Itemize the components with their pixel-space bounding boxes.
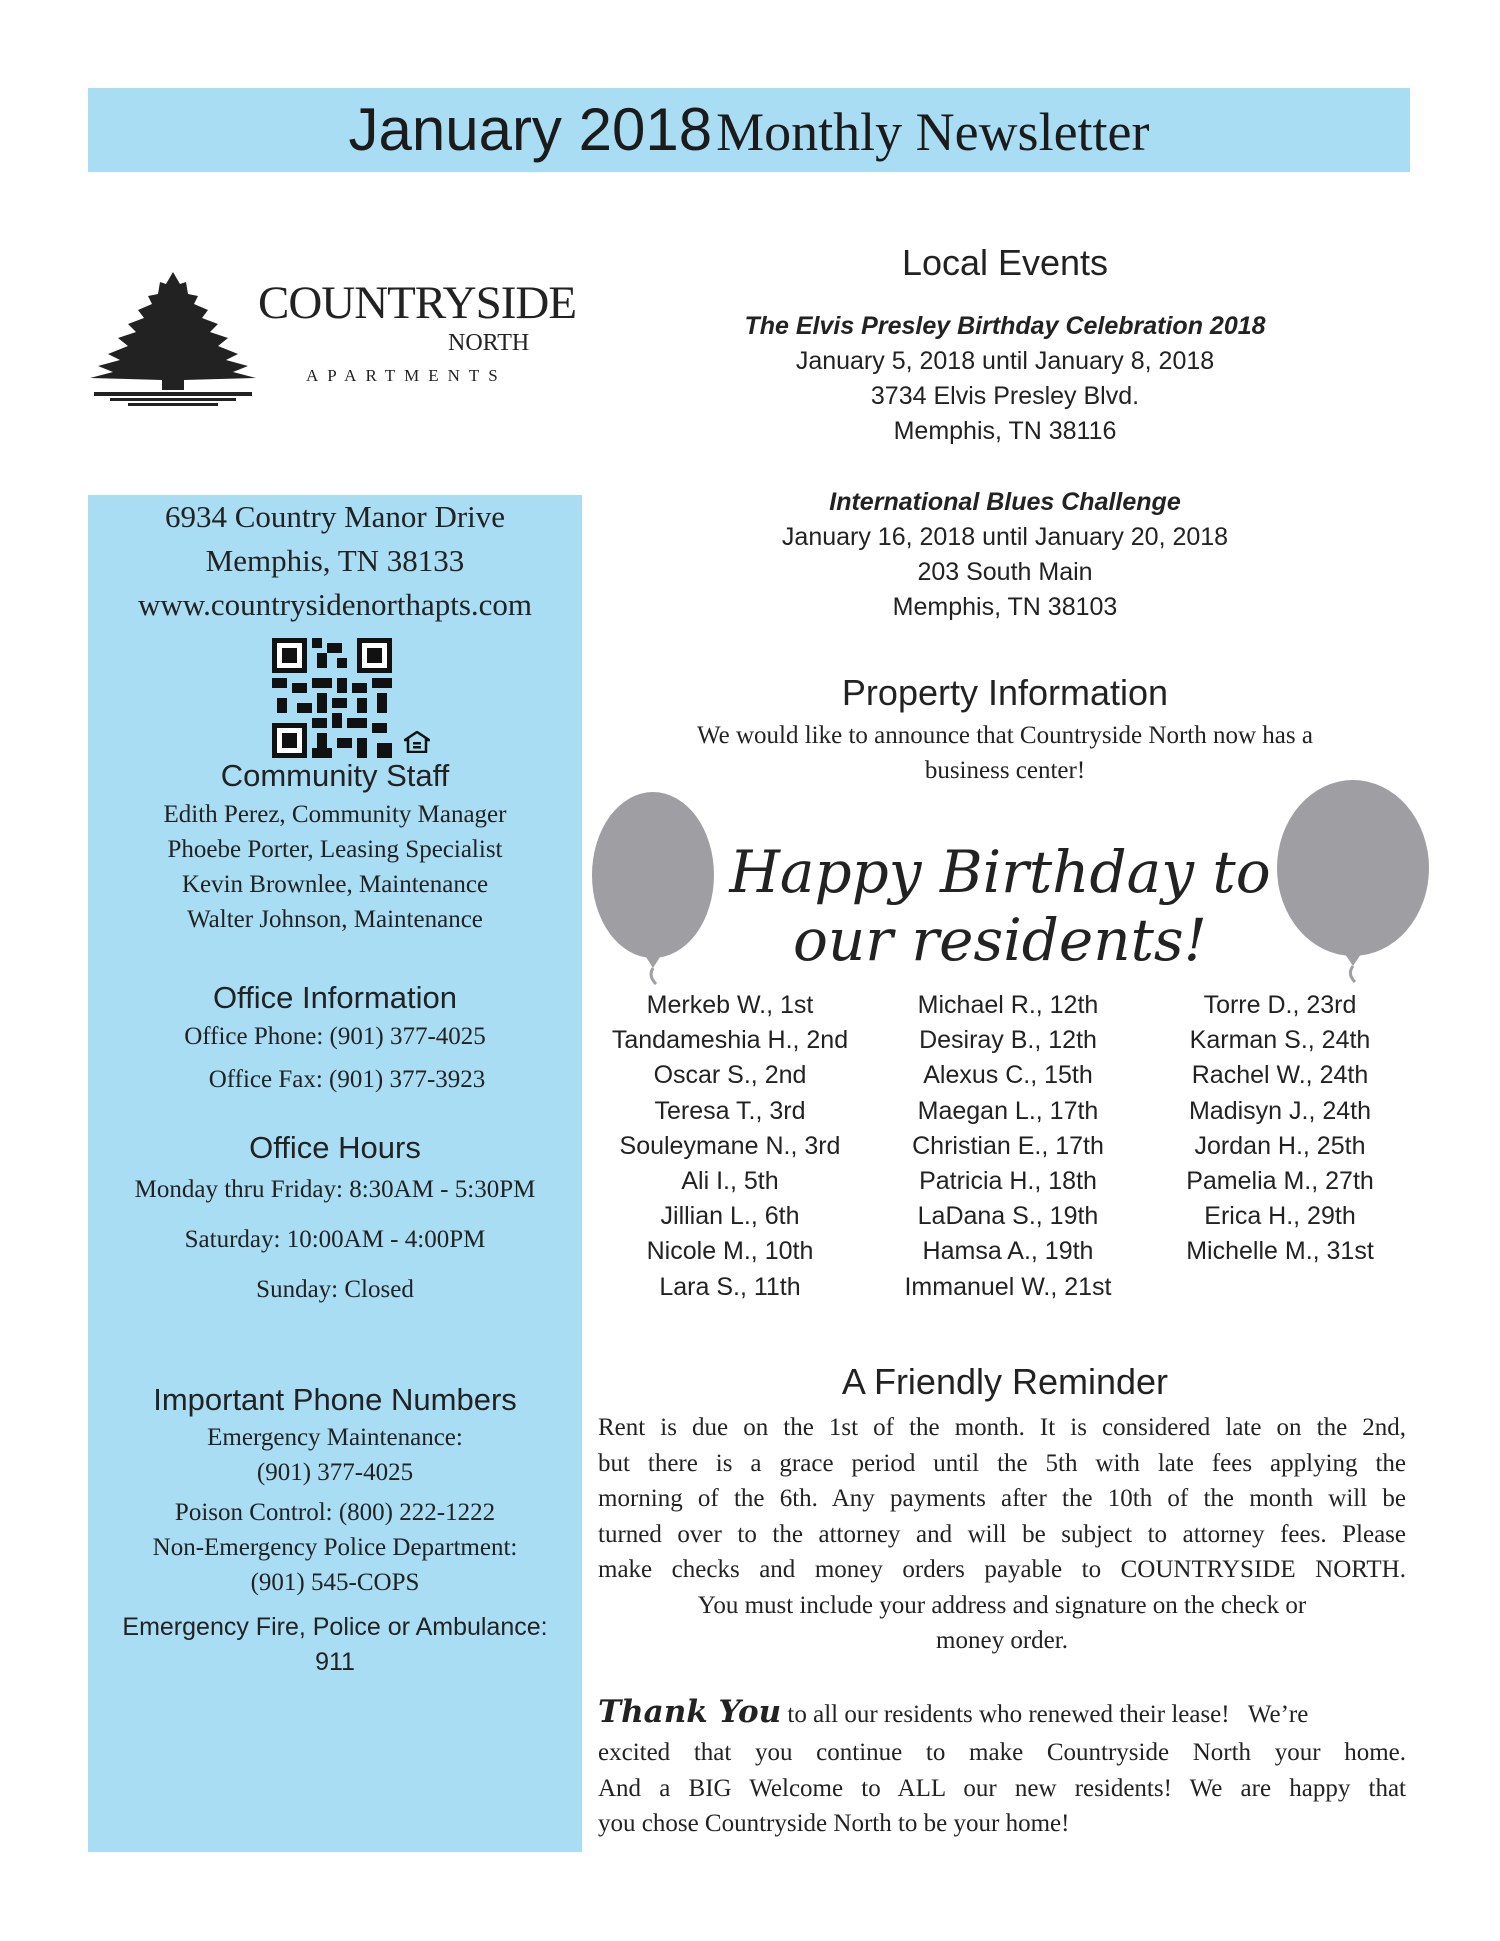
birthday-entry: LaDana S., 19th (917, 1202, 1099, 1231)
birthday-entry: Christian E., 17th (912, 1131, 1104, 1160)
thank-you-lead: Thank You (598, 1694, 782, 1730)
birthday-entry: Teresa T., 3rd (654, 1096, 806, 1125)
birthday-column-1 (590, 988, 870, 1305)
reminder-line: make checks and money orders payable to COUNTRYSIDE NORTH. (598, 1556, 1406, 1583)
emergency-fire-label: Emergency Fire, Police or Ambulance: (122, 1613, 548, 1641)
birthday-entry: Jillian L., 6th (660, 1202, 800, 1231)
birthday-entry: Jordan H., 25th (1194, 1131, 1366, 1160)
thank-you-first-line (598, 1692, 1406, 1735)
birthday-entry: Madisyn J., 24th (1188, 1096, 1372, 1125)
event-address: 3734 Elvis Presley Blvd. (870, 382, 1140, 410)
birthday-entry: Pamelia M., 27th (1186, 1167, 1374, 1196)
event-dates: January 5, 2018 until January 8, 2018 (795, 347, 1215, 375)
staff-member: Phoebe Porter, Leasing Specialist (167, 836, 503, 863)
banner-title-rest: Monthly Newsletter (716, 102, 1150, 162)
event-name: International Blues Challenge (829, 488, 1181, 516)
property-information-heading: Property Information (841, 672, 1169, 713)
balloon-left-icon (588, 790, 718, 985)
police-number: (901) 545-COPS (250, 1569, 420, 1596)
address-line-city: Memphis, TN 38133 (205, 543, 465, 578)
birthday-entry: Oscar S., 2nd (653, 1061, 807, 1090)
birthday-entry: Nicole M., 10th (646, 1237, 814, 1266)
poison-control: Poison Control: (800) 222-1222 (174, 1499, 496, 1526)
reminder-line: turned over to the attorney and will be subject to attorney fees. Please (598, 1520, 1406, 1548)
emergency-maintenance-label: Emergency Maintenance: (207, 1424, 463, 1451)
friendly-reminder-heading: A Friendly Reminder (841, 1361, 1169, 1402)
hours-sunday: Sunday: Closed (256, 1276, 414, 1303)
reminder-paragraph (598, 1410, 1406, 1659)
birthday-entry: Immanuel W., 21st (904, 1272, 1112, 1301)
staff-member: Kevin Brownlee, Maintenance (181, 871, 489, 898)
reminder-line: money order. (936, 1627, 1068, 1654)
local-events-heading: Local Events (901, 242, 1109, 283)
emergency-maintenance-number: (901) 377-4025 (256, 1459, 414, 1486)
equal-housing-icon (404, 731, 430, 753)
birthday-entry: Michael R., 12th (917, 991, 1099, 1019)
police-label: Non-Emergency Police Department: (152, 1534, 518, 1561)
newsletter-banner (88, 88, 1410, 172)
thank-you-line: you chose Countryside North to be your home! (598, 1810, 1070, 1837)
logo-sub: NORTH (448, 330, 530, 356)
important-phones-heading: Important Phone Numbers (153, 1382, 517, 1417)
birthday-title: our residents! (793, 906, 1207, 974)
property-text-line: business center! (924, 757, 1086, 784)
logo-apartments: APARTMENTS (306, 366, 507, 385)
emergency-fire-number: 911 (315, 1648, 355, 1676)
staff-member: Edith Perez, Community Manager (163, 801, 507, 828)
office-hours-heading: Office Hours (249, 1130, 421, 1165)
birthday-entry: Merkeb W., 1st (646, 991, 814, 1019)
birthday-entry: Torre D., 23rd (1203, 991, 1357, 1019)
birthday-entry: Rachel W., 24th (1191, 1061, 1369, 1090)
birthday-column-3 (1150, 988, 1410, 1270)
event-city: Memphis, TN 38103 (892, 593, 1118, 621)
birthday-entry: Ali I., 5th (681, 1167, 779, 1196)
thank-you-line: to all our residents who renewed their lease! We’re (781, 1701, 1309, 1728)
event-name: The Elvis Presley Birthday Celebration 2018 (744, 312, 1266, 340)
logo-name: COUNTRYSIDE (258, 277, 577, 329)
office-fax: Office Fax: (901) 377-3923 (208, 1066, 486, 1093)
birthday-entry: Tandameshia H., 2nd (611, 1026, 849, 1055)
thank-you-paragraph (598, 1692, 1406, 1842)
birthday-entry: Patricia H., 18th (919, 1167, 1097, 1196)
birthday-entry: Michelle M., 31st (1186, 1237, 1374, 1266)
birthday-entry: Hamsa A., 19th (922, 1237, 1094, 1266)
address-line-street: 6934 Country Manor Drive (164, 499, 506, 534)
birthday-entry: Erica H., 29th (1204, 1202, 1356, 1231)
birthday-entry: Karman S., 24th (1189, 1026, 1371, 1055)
birthday-entry: Desiray B., 12th (919, 1026, 1097, 1055)
birthday-title: Happy Birthday to (729, 838, 1271, 906)
banner-title-date: January 2018 (348, 96, 713, 163)
reminder-line: You must include your address and signature on the check or (697, 1591, 1307, 1619)
event-city: Memphis, TN 38116 (893, 417, 1117, 445)
reminder-line: Rent is due on the 1st of the month. It is considered late on the 2nd, (598, 1414, 1406, 1441)
office-information-heading: Office Information (212, 980, 458, 1015)
website-link[interactable]: www.countrysidenorthapts.com (137, 587, 533, 622)
community-staff-heading: Community Staff (220, 758, 450, 793)
birthday-entry: Lara S., 11th (659, 1272, 801, 1301)
birthday-column-2 (868, 988, 1148, 1305)
event-dates: January 16, 2018 until January 20, 2018 (781, 523, 1229, 551)
event-address: 203 South Main (917, 558, 1093, 586)
birthday-entry: Alexus C., 15th (923, 1061, 1093, 1090)
reminder-line: but there is a grace period until the 5th with late fees applying the (598, 1449, 1406, 1477)
countryside-logo (88, 268, 588, 418)
qr-code-icon (272, 638, 392, 758)
property-text-line: We would like to announce that Countryside North now has a (697, 722, 1313, 749)
hours-weekday: Monday thru Friday: 8:30AM - 5:30PM (134, 1176, 536, 1203)
reminder-line: morning of the 6th. Any payments after the 10th of the month will be (598, 1485, 1406, 1512)
hours-saturday: Saturday: 10:00AM - 4:00PM (184, 1226, 486, 1253)
thank-you-line: excited that you continue to make Countryside North your home. (598, 1739, 1406, 1766)
office-phone: Office Phone: (901) 377-4025 (184, 1023, 486, 1050)
pine-tree-icon (88, 268, 258, 408)
staff-member: Walter Johnson, Maintenance (187, 906, 483, 933)
birthday-entry: Maegan L., 17th (917, 1096, 1099, 1125)
thank-you-line: And a BIG Welcome to ALL our new residents! We are happy that (598, 1774, 1406, 1802)
birthday-entry: Souleymane N., 3rd (619, 1131, 841, 1160)
sidebar-panel (88, 495, 582, 1852)
